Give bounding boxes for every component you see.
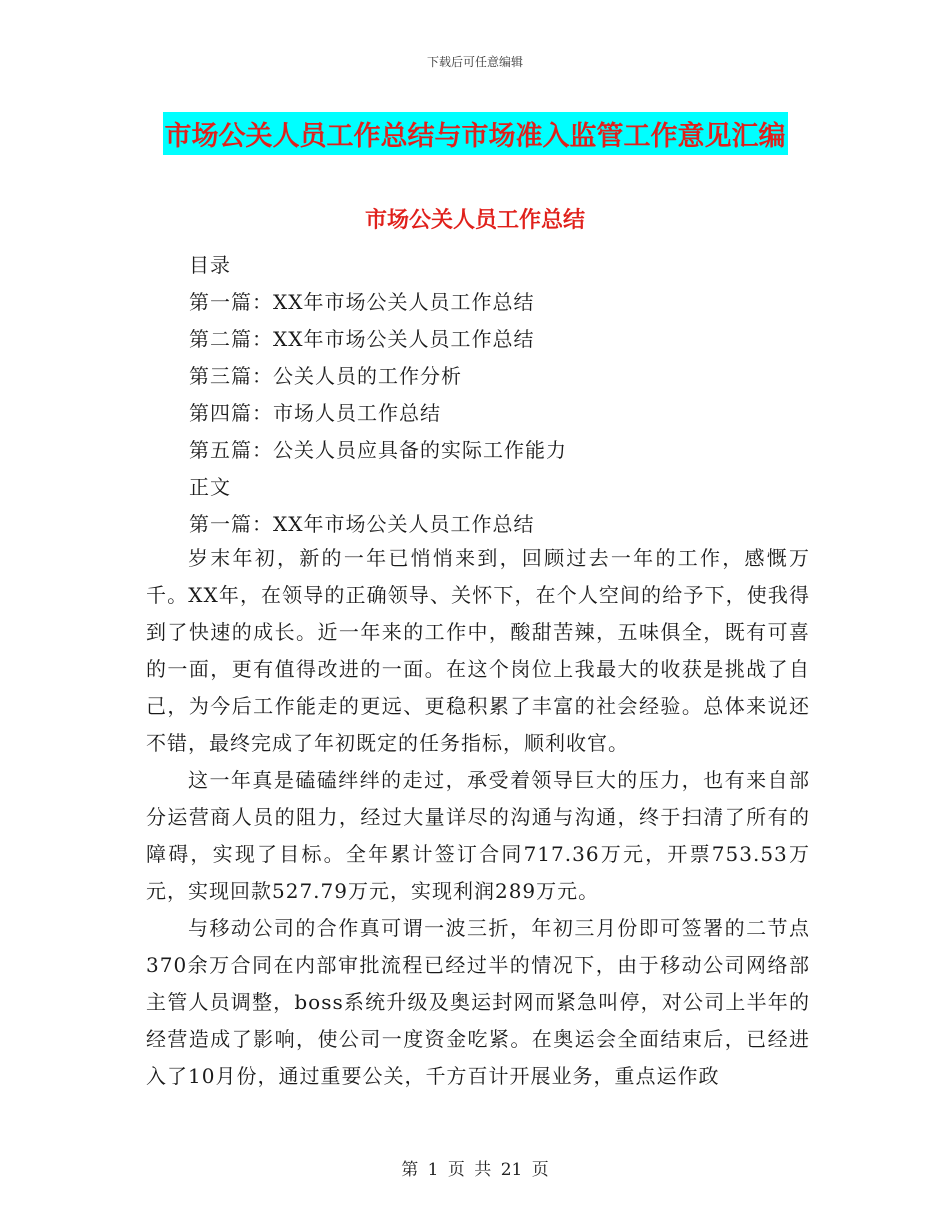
body-text bbox=[146, 540, 810, 1095]
toc-heading: 目录 bbox=[189, 253, 231, 277]
main-title: 市场公关人员工作总结与市场准入监管工作意见汇编 bbox=[163, 112, 788, 155]
main-title-wrap bbox=[0, 112, 950, 155]
body-heading: 正文 bbox=[189, 475, 231, 499]
toc-item: 第五篇：公关人员应具备的实际工作能力 bbox=[189, 438, 567, 462]
toc-item: 第四篇：市场人员工作总结 bbox=[189, 401, 441, 425]
header-note: 下载后可任意编辑 bbox=[426, 55, 523, 69]
sub-title: 市场公关人员工作总结 bbox=[364, 208, 585, 233]
table-of-contents bbox=[189, 250, 829, 546]
toc-item: 第三篇：公关人员的工作分析 bbox=[189, 364, 462, 388]
paragraph: 这一年真是磕磕绊绊的走过，承受着领导巨大的压力，也有来自部分运营商人员的阻力，经过大量详尽的沟通与沟通，终于扫清了所有的障碍，实现了目标。全年累计签订合同717.36万元，开票753.53万元，实现回款527.79万元，实现利润289万元。 bbox=[146, 768, 810, 903]
page-footer: 第 1 页 共 21 页 bbox=[401, 1160, 549, 1180]
paragraph: 岁末年初，新的一年已悄悄来到，回顾过去一年的工作，感慨万千。XX年，在领导的正确领导、关怀下，在个人空间的给予下，使我得到了快速的成长。近一年来的工作中，酸甜苦辣，五味俱全，既有可喜的一面，更有值得改进的一面。在这个岗位上我最大的收获是挑战了自己，为今后工作能走的更远、更稳积累了丰富的社会经验。总体来说还不错，最终完成了年初既定的任务指标，顺利收官。 bbox=[146, 546, 810, 755]
toc-item: 第二篇：XX年市场公关人员工作总结 bbox=[189, 327, 535, 351]
chapter-heading: 第一篇：XX年市场公关人员工作总结 bbox=[189, 512, 535, 536]
toc-item: 第一篇：XX年市场公关人员工作总结 bbox=[189, 290, 535, 314]
paragraph: 与移动公司的合作真可谓一波三折，年初三月份即可签署的二节点370余万合同在内部审批流程已经过半的情况下，由于移动公司网络部主管人员调整，boss系统升级及奥运封网而紧急叫停，对公司上半年的经营造成了影响，使公司一度资金吃紧。在奥运会全面结束后，已经进入了10月份，通过重要公关，千方百计开展业务，重点运作政 bbox=[146, 916, 810, 1088]
